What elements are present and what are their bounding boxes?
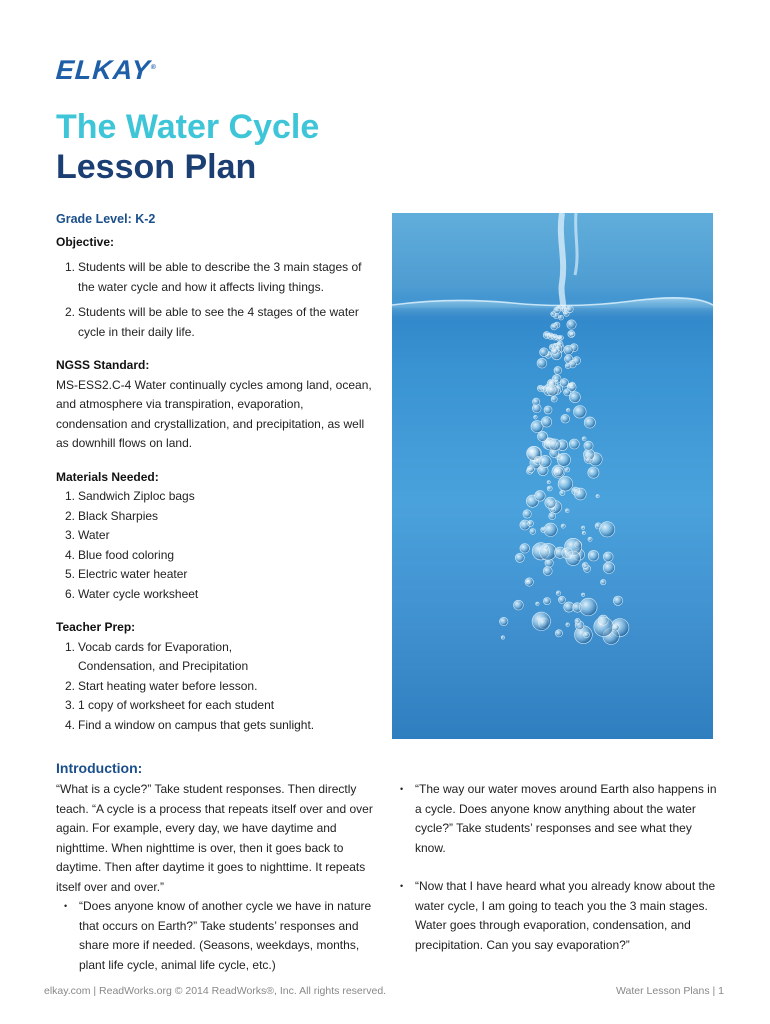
ngss-heading: NGSS Standard: (56, 358, 150, 372)
introduction-right-column (400, 780, 720, 974)
materials-heading: Materials Needed: (56, 469, 159, 484)
page-title-line2: Lesson Plan (56, 148, 257, 186)
list-item: 4. Blue food coloring (64, 547, 175, 562)
introduction-heading: Introduction: (56, 760, 143, 776)
footer-page-number: Water Lesson Plans | 1 (616, 985, 724, 997)
introduction-paragraph: “What is a cycle?” Take student responses. Then directly teach. “A cycle is a process that repeats itself over and over again. For example, every day, we have daytime and nighttime. When nighttime is over, then it goes back to daytime. Then after daytime it goes to nighttime. It repeats itself over and over.” (56, 782, 373, 894)
water-splash-illustration (392, 213, 713, 739)
bullet-item: • “Does anyone know of another cycle we have in nature that occurs on Earth?” Take students’ responses and share more if needed. (Seasons, weekdays, months, plant life cycle, animal life cycle, etc.) (64, 899, 372, 972)
list-item: 2. Black Sharpies (64, 508, 159, 523)
grade-level: Grade Level: K-2 (56, 212, 156, 226)
lesson-details (56, 210, 376, 735)
list-item: 1. Students will be able to describe the 3 main stages of the water cycle and how it affects living things. (64, 260, 362, 294)
teacher-prep-heading: Teacher Prep: (56, 620, 136, 634)
list-item: 6. Water cycle worksheet (64, 586, 199, 601)
water-bubbles-photo (392, 213, 713, 739)
list-item: 1. Sandwich Ziploc bags (64, 489, 195, 503)
list-item: 4. Find a window on campus that gets sunlight. (64, 717, 315, 732)
materials-list (56, 487, 376, 604)
footer-copyright: elkay.com | ReadWorks.org © 2014 ReadWorks®, Inc. All rights reserved. (44, 985, 387, 997)
bullet-item: • “The way our water moves around Earth also happens in a cycle. Does anyone know anything about the water cycle?” Take students’ responses and see what they know. (400, 782, 717, 855)
list-item: 3. 1 copy of worksheet for each student (64, 698, 275, 712)
list-item: 3. Water (64, 528, 110, 542)
elkay-logo: ELKAY® (54, 55, 158, 85)
objective-list (56, 258, 376, 342)
list-item: 2. Start heating water before lesson. (64, 678, 258, 693)
page-title-line1: The Water Cycle (56, 108, 320, 146)
introduction-left-column (56, 780, 376, 975)
list-item: 5. Electric water heater (64, 567, 188, 581)
teacher-prep-list (56, 638, 376, 736)
objective-heading: Objective: (56, 234, 115, 249)
bubble-column (500, 305, 629, 644)
bullet-item: • “Now that I have heard what you already know about the water cycle, I am going to teach you the 3 main stages. Water goes through evaporation, condensation, and precipitation. Can you say evaporation?” (400, 879, 716, 952)
list-item: 2. Students will be able to see the 4 stages of the water cycle in their daily life. (64, 305, 359, 339)
list-item: 1. Vocab cards for Evaporation, Condensation, and Precipitation (64, 639, 249, 673)
ngss-text: MS-ESS2.C-4 Water continually cycles among land, ocean, and atmosphere via transpiration, evaporation, condensation and crystallization, and precipitation, as well as downhill flows on land. (56, 377, 372, 450)
